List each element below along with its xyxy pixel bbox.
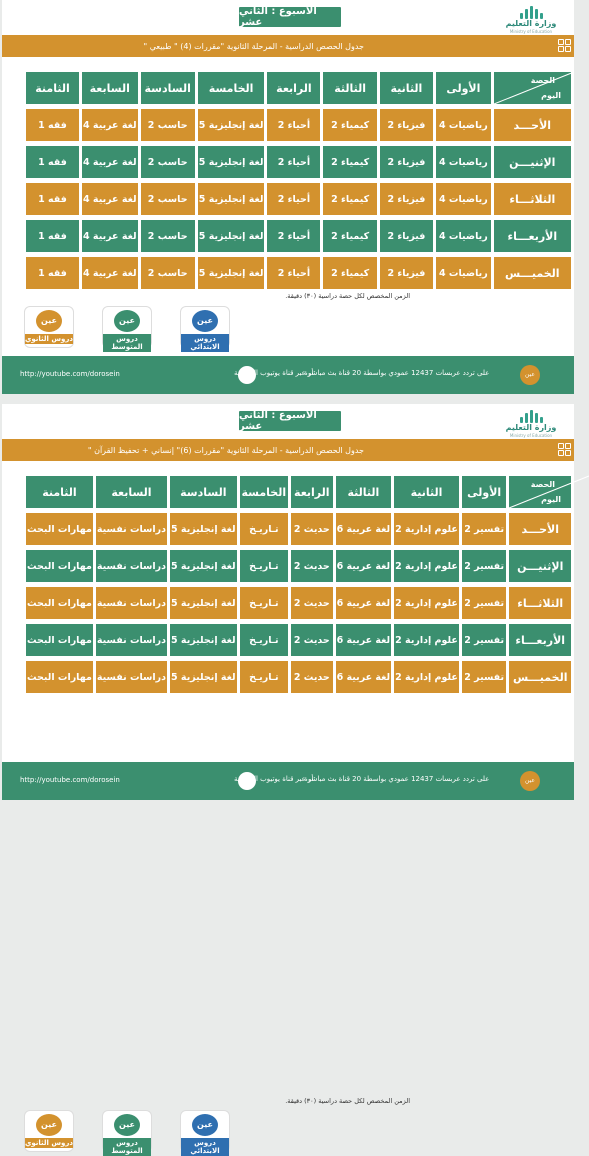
period-header-cell: الرابعة (267, 72, 320, 104)
period-header-cell: السادسة (141, 72, 195, 104)
subject-cell: دراسات نفسية (96, 661, 167, 693)
subject-cell: رياضيات 4 (436, 109, 491, 141)
day-cell: الخميـــس (494, 257, 571, 289)
period-header-cell: الرابعة (291, 476, 333, 508)
table-row (26, 587, 571, 619)
subject-cell: حاسب 2 (141, 257, 195, 289)
day-cell: الإثنيـــن (509, 550, 571, 582)
badge-label: دروس الابتدائي (181, 334, 229, 352)
subject-cell: حاسب 2 (141, 109, 195, 141)
period-header-cell: الخامسة (240, 476, 288, 508)
period-header-cell: الثامنة (26, 72, 79, 104)
subject-cell: لغة إنجليزية 5 (198, 146, 265, 178)
frequency-text: على تردد عربسات 12437 عمودي بواسطة 20 قناة بث مباشرة (304, 775, 490, 783)
period-header-cell: الخامسة (198, 72, 265, 104)
level-badge[interactable] (24, 1110, 74, 1152)
subject-cell: فيزياء 2 (380, 109, 433, 141)
ein-logo-icon: عين (36, 1114, 62, 1136)
subject-cell: فيزياء 2 (380, 183, 433, 215)
day-cell: الأربعـــاء (509, 624, 571, 656)
subject-cell: لغة عربية 6 (336, 550, 392, 582)
subject-cell: رياضيات 4 (436, 257, 491, 289)
grid-icon (558, 39, 572, 53)
badge-label: دروس الثانوي (25, 1139, 74, 1147)
subject-cell: تفسير 2 (462, 624, 507, 656)
subject-cell: تفسير 2 (462, 550, 507, 582)
subject-cell: حديث 2 (291, 587, 333, 619)
day-cell: الإثنيـــن (494, 146, 571, 178)
period-header-cell: الثالثة (323, 72, 376, 104)
level-badge[interactable] (180, 1110, 230, 1155)
subject-cell: علوم إدارية 2 (394, 624, 459, 656)
subject-cell: فقه 1 (26, 109, 79, 141)
period-header-cell: الثامنة (26, 476, 93, 508)
schedule-table (23, 471, 574, 698)
ein-logo-icon: عين (520, 771, 540, 791)
subject-cell: فقه 1 (26, 257, 79, 289)
period-header: الحصة (530, 480, 555, 489)
header-row (26, 72, 571, 104)
frequency-text: على تردد عربسات 12437 عمودي بواسطة 20 قناة بث مباشرة (304, 369, 490, 377)
subject-cell: لغة إنجليزية 5 (170, 550, 237, 582)
period-duration-note: الزمن المخصص لكل حصة دراسية (٣٠) دقيقة. (285, 1097, 410, 1105)
footer (2, 356, 574, 394)
subject-cell: رياضيات 4 (436, 220, 491, 252)
table-row (26, 109, 571, 141)
table-row (26, 624, 571, 656)
subject-cell: لغة إنجليزية 5 (198, 257, 265, 289)
subject-cell: فقه 1 (26, 183, 79, 215)
subject-cell: دراسات نفسية (96, 587, 167, 619)
youtube-url[interactable]: http://youtube.com/dorosein (20, 776, 120, 784)
schedule-title: جدول الحصص الدراسية - المرحلة الثانوية "مقررات (4) " طبيعي " (2, 35, 574, 57)
subject-cell: فيزياء 2 (380, 146, 433, 178)
subject-cell: أحياء 2 (267, 220, 320, 252)
ein-logo-icon: عين (192, 310, 218, 332)
schedule-table (23, 67, 574, 294)
subject-cell: لغة عربية 4 (82, 183, 138, 215)
subject-cell: كيمياء 2 (323, 257, 376, 289)
subject-cell: لغة إنجليزية 5 (198, 109, 265, 141)
subject-cell: لغة إنجليزية 5 (198, 183, 265, 215)
subject-cell: حديث 2 (291, 624, 333, 656)
subject-cell: لغة عربية 4 (82, 109, 138, 141)
subject-cell: تفسير 2 (462, 513, 507, 545)
subject-cell: فيزياء 2 (380, 257, 433, 289)
corner-cell (509, 476, 571, 508)
subject-cell: لغة عربية 6 (336, 587, 392, 619)
youtube-text: أو عبر قناة يوتيوب التعليمية (234, 369, 314, 377)
subject-cell: كيمياء 2 (323, 183, 376, 215)
subject-cell: لغة عربية 4 (82, 257, 138, 289)
table-row (26, 513, 571, 545)
subject-cell: تـاريـخ (240, 513, 288, 545)
period-header-cell: الثانية (394, 476, 459, 508)
day-cell: الأربعـــاء (494, 220, 571, 252)
table-row (26, 146, 571, 178)
subject-cell: تفسير 2 (462, 661, 507, 693)
subject-cell: لغة إنجليزية 5 (170, 661, 237, 693)
day-header: اليوم (541, 91, 561, 100)
subject-cell: كيمياء 2 (323, 220, 376, 252)
ein-logo-icon: عين (114, 310, 140, 332)
subject-cell: حاسب 2 (141, 220, 195, 252)
ein-logo-icon: عين (114, 1114, 140, 1136)
subject-cell: حاسب 2 (141, 146, 195, 178)
subject-cell: مهارات البحث (26, 587, 93, 619)
subject-cell: لغة عربية 6 (336, 513, 392, 545)
subject-cell: تـاريـخ (240, 661, 288, 693)
subject-cell: تـاريـخ (240, 587, 288, 619)
subject-cell: علوم إدارية 2 (394, 661, 459, 693)
ein-logo-icon: عين (192, 1114, 218, 1136)
table-row (26, 220, 571, 252)
subject-cell: تـاريـخ (240, 550, 288, 582)
table-row (26, 183, 571, 215)
youtube-text: أو عبر قناة يوتيوب التعليمية (234, 775, 314, 783)
day-cell: الأحـــد (494, 109, 571, 141)
subject-cell: تـاريـخ (240, 624, 288, 656)
level-badge[interactable] (102, 306, 152, 351)
schedule-panel-1 (2, 0, 574, 394)
subject-cell: لغة إنجليزية 5 (198, 220, 265, 252)
day-cell: الثلاثـــاء (509, 587, 571, 619)
subject-cell: علوم إدارية 2 (394, 513, 459, 545)
subject-cell: حاسب 2 (141, 183, 195, 215)
period-header-cell: السابعة (82, 72, 138, 104)
schedule-panel-2 (2, 404, 574, 1155)
subject-cell: لغة عربية 4 (82, 146, 138, 178)
subject-cell: لغة عربية 6 (336, 661, 392, 693)
subject-cell: دراسات نفسية (96, 624, 167, 656)
period-duration-note: الزمن المخصص لكل حصة دراسية (٣٠) دقيقة. (285, 292, 410, 300)
period-header: الحصة (530, 76, 555, 85)
day-cell: الثلاثـــاء (494, 183, 571, 215)
subject-cell: تفسير 2 (462, 587, 507, 619)
schedule-title: جدول الحصص الدراسية - المرحلة الثانوية "مقررات (6)" إنساني + تحفيظ القرآن " (2, 439, 574, 461)
subject-cell: مهارات البحث (26, 513, 93, 545)
ministry-logo: وزارة التعليم Ministry of Education (502, 6, 560, 34)
level-badge[interactable] (102, 1110, 152, 1155)
subject-cell: دراسات نفسية (96, 513, 167, 545)
week-badge: الأسبوع : الثاني عشر (239, 7, 341, 27)
period-header-cell: الثالثة (336, 476, 392, 508)
period-header-cell: الثانية (380, 72, 433, 104)
subject-cell: فيزياء 2 (380, 220, 433, 252)
table-row (26, 550, 571, 582)
subject-cell: دراسات نفسية (96, 550, 167, 582)
subject-cell: لغة إنجليزية 5 (170, 513, 237, 545)
corner-cell (494, 72, 571, 104)
subject-cell: علوم إدارية 2 (394, 587, 459, 619)
subject-cell: فقه 1 (26, 146, 79, 178)
subject-cell: علوم إدارية 2 (394, 550, 459, 582)
ein-logo-icon: عين (36, 310, 62, 332)
subject-cell: رياضيات 4 (436, 146, 491, 178)
period-header-cell: السادسة (170, 476, 237, 508)
footer (2, 762, 574, 800)
subject-cell: لغة إنجليزية 5 (170, 587, 237, 619)
grid-icon (558, 443, 572, 457)
day-header: اليوم (541, 495, 561, 504)
level-badge[interactable] (24, 306, 74, 348)
ministry-logo: وزارة التعليم Ministry of Education (502, 410, 560, 438)
subject-cell: حديث 2 (291, 513, 333, 545)
week-badge: الأسبوع : الثاني عشر (239, 411, 341, 431)
badge-label: دروس المتوسط (103, 334, 151, 352)
table-row (26, 257, 571, 289)
table-row (26, 661, 571, 693)
subject-cell: أحياء 2 (267, 109, 320, 141)
period-header-cell: الأولى (436, 72, 491, 104)
subject-cell: مهارات البحث (26, 550, 93, 582)
subject-cell: حديث 2 (291, 550, 333, 582)
subject-cell: لغة إنجليزية 5 (170, 624, 237, 656)
youtube-url[interactable]: http://youtube.com/dorosein (20, 370, 120, 378)
subject-cell: فقه 1 (26, 220, 79, 252)
subject-cell: أحياء 2 (267, 183, 320, 215)
subject-cell: لغة عربية 6 (336, 624, 392, 656)
period-header-cell: السابعة (96, 476, 167, 508)
subject-cell: مهارات البحث (26, 624, 93, 656)
subject-cell: حديث 2 (291, 661, 333, 693)
level-badge[interactable] (180, 306, 230, 351)
period-header-cell: الأولى (462, 476, 507, 508)
subject-cell: أحياء 2 (267, 146, 320, 178)
day-cell: الأحـــد (509, 513, 571, 545)
subject-cell: رياضيات 4 (436, 183, 491, 215)
subject-cell: أحياء 2 (267, 257, 320, 289)
badge-label: دروس المتوسط (103, 1138, 151, 1156)
subject-cell: مهارات البحث (26, 661, 93, 693)
badge-label: دروس الابتدائي (181, 1138, 229, 1156)
subject-cell: كيمياء 2 (323, 109, 376, 141)
day-cell: الخميـــس (509, 661, 571, 693)
subject-cell: لغة عربية 4 (82, 220, 138, 252)
header-row (26, 476, 571, 508)
badge-label: دروس الثانوي (25, 335, 74, 343)
subject-cell: كيمياء 2 (323, 146, 376, 178)
ein-logo-icon: عين (520, 365, 540, 385)
